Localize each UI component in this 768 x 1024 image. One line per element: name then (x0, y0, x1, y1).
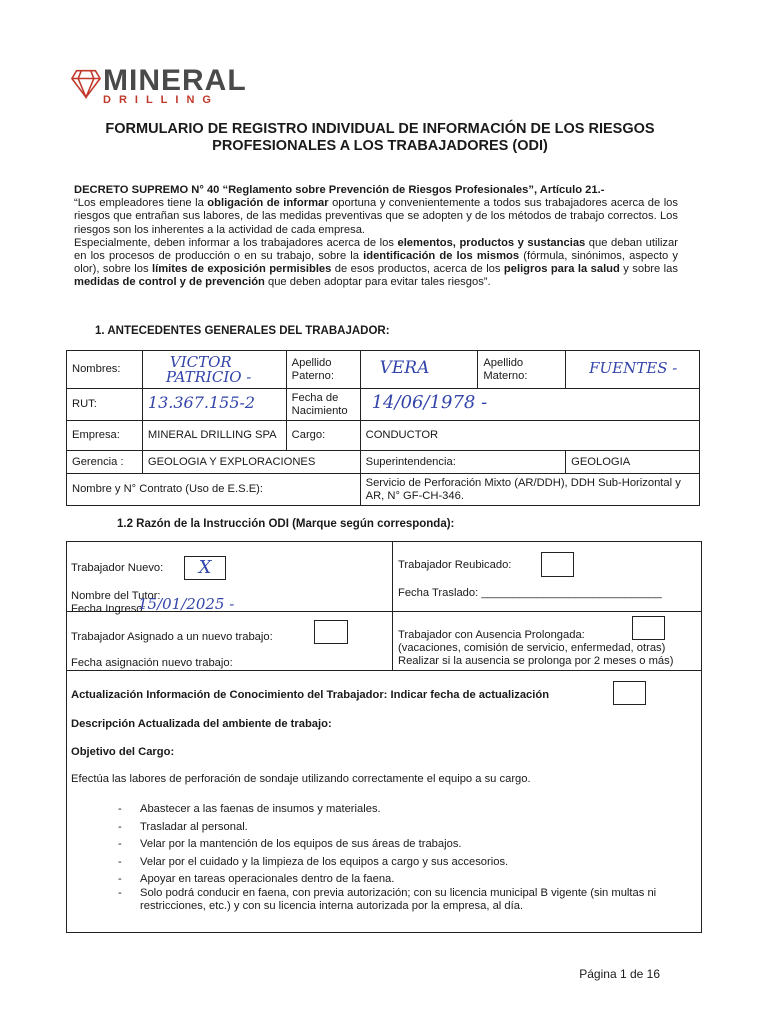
page-number: Página 1 de 16 (579, 967, 660, 981)
trabajador-reubicado-label: Trabajador Reubicado: (398, 559, 512, 571)
trabajador-asignado-label: Trabajador Asignado a un nuevo trabajo: (71, 631, 273, 643)
objetivo-text: Efectúa las labores de perforación de sondaje utilizando correctamente el equipo a su cargo. (71, 773, 531, 785)
trabajador-nuevo-label: Trabajador Nuevo: (71, 562, 164, 574)
fecha-asignacion-label: Fecha asignación nuevo trabajo: (71, 657, 233, 669)
divider-right-mid (392, 611, 701, 612)
form-title-line2: PROFESIONALES A LOS TRABAJADORES (ODI) (212, 138, 548, 154)
decree-text (74, 184, 678, 290)
logo-subtitle: DRILLING (103, 94, 219, 106)
cargo-label: Cargo: (286, 421, 360, 451)
nombres-label: Nombres: (67, 351, 143, 389)
mineral-drilling-logo (70, 66, 102, 102)
fecha-traslado-line: _____________________________ (481, 587, 662, 599)
trabajador-nuevo-checkbox[interactable] (184, 556, 226, 580)
fecha-nacimiento-label: Fecha de Nacimiento (286, 389, 360, 421)
decree-paragraph-1: “Los empleadores tiene la obligación de informar oportuna y convenientemente a todos sus trabajadores acerca de los riesgos que entrañan sus labores, de las medidas preventivas que se adopten y de los métodos de trabajo correctos. Los riesgos son los inherentes a la actividad de cada empresa. (74, 197, 678, 236)
diamond-icon (72, 71, 100, 98)
apellido-materno-label: Apellido Materno: (478, 351, 566, 389)
divider-horizontal (66, 670, 701, 671)
ausencia-prolongada-checkbox[interactable] (632, 616, 665, 640)
fecha-ingreso-value[interactable]: 15/01/2025 - (138, 595, 235, 613)
nombres-value[interactable]: VICTOR PATRICIO - (142, 351, 286, 389)
decree-paragraph-2: Especialmente, deben informar a los trabajadores acerca de los elementos, productos y sustancias que deban utilizar en los procesos de producción o en su trabajo, sobre la identificación de los mismos (fórmula, sinónimos, aspecto y olor), sobre los límites de exposición permisibles de esos productos, acerca de los peligros para la salud y sobre las medidas de control y de prevención que deben adoptar para evitar tales riesgos”. (74, 236, 678, 289)
actualizacion-checkbox[interactable] (613, 681, 646, 705)
trabajador-asignado-checkbox[interactable] (314, 620, 348, 644)
descripcion-label: Descripción Actualizada del ambiente de trabajo: (71, 718, 332, 730)
empresa-value: MINERAL DRILLING SPA (142, 421, 286, 451)
ausencia-prolongada-label: Trabajador con Ausencia Prolongada: (398, 629, 585, 641)
superintendencia-value: GEOLOGIA (566, 451, 700, 474)
contrato-label: Nombre y N° Contrato (Uso de E.S.E): (67, 474, 361, 506)
task-item: - Solo podrá conducir en faena, con previa autorización; con su licencia municipal B vigente (sin multas ni restricciones, etc.) y con su licencia interna autorizada por la empresa, al día. (118, 887, 688, 914)
ausencia-prolongada-note: Realizar si la ausencia se prolonga por 2 meses o más) (398, 655, 674, 667)
divider-vertical (392, 541, 393, 670)
decree-heading: DECRETO SUPREMO N° 40 “Reglamento sobre Prevención de Riesgos Profesionales”, Artículo 21.- (74, 184, 605, 196)
contrato-value: Servicio de Perforación Mixto (AR/DDH), DDH Sub-Horizontal y AR, N° GF-CH-346. (360, 474, 699, 506)
fecha-ingreso-label: Fecha Ingreso: (71, 603, 146, 615)
ausencia-prolongada-sub: (vacaciones, comisión de servicio, enfermedad, otras) (398, 642, 666, 654)
empresa-label: Empresa: (67, 421, 143, 451)
objetivo-label: Objetivo del Cargo: (71, 746, 175, 758)
trabajador-reubicado-checkbox[interactable] (541, 552, 574, 577)
task-item: - Abastecer a las faenas de insumos y materiales. (118, 803, 688, 817)
gerencia-label: Gerencia : (67, 451, 143, 474)
worker-info-table (66, 350, 700, 506)
tutor-label: Nombre del Tutor: (71, 590, 161, 602)
fecha-traslado-label: Fecha Traslado: _____________________________ (398, 587, 662, 599)
apellido-paterno-value[interactable]: VERA (360, 351, 478, 389)
form-title-line1: FORMULARIO DE REGISTRO INDIVIDUAL DE INFORMACIÓN DE LOS RIESGOS (105, 121, 655, 137)
apellido-materno-value[interactable]: FUENTES - (566, 351, 700, 389)
rut-label: RUT: (67, 389, 143, 421)
cargo-value: CONDUCTOR (360, 421, 699, 451)
tasks-list (118, 803, 688, 918)
checkbox-x-mark: X (198, 557, 212, 578)
superintendencia-label: Superintendencia: (360, 451, 566, 474)
task-item: - Apoyar en tareas operacionales dentro de la faena. (118, 873, 688, 887)
task-item: - Velar por la mantención de los equipos de sus áreas de trabajos. (118, 838, 688, 852)
section1-title: 1. ANTECEDENTES GENERALES DEL TRABAJADOR: (95, 325, 390, 337)
apellido-paterno-label: Apellido Paterno: (286, 351, 360, 389)
gerencia-value: GEOLOGIA Y EXPLORACIONES (142, 451, 360, 474)
task-item: - Velar por el cuidado y la limpieza de los equipos a cargo y sus accesorios. (118, 856, 688, 870)
task-item: - Trasladar al personal. (118, 821, 688, 835)
rut-value[interactable]: 13.367.155-2 (142, 389, 286, 421)
logo-wordmark: MINERAL (103, 64, 247, 97)
fecha-nacimiento-value[interactable]: 14/06/1978 - (360, 389, 699, 421)
actualizacion-label: Actualización Información de Conocimiento del Trabajador: Indicar fecha de actualización (71, 689, 550, 701)
section2-title: 1.2 Razón de la Instrucción ODI (Marque según corresponda): (117, 518, 455, 530)
